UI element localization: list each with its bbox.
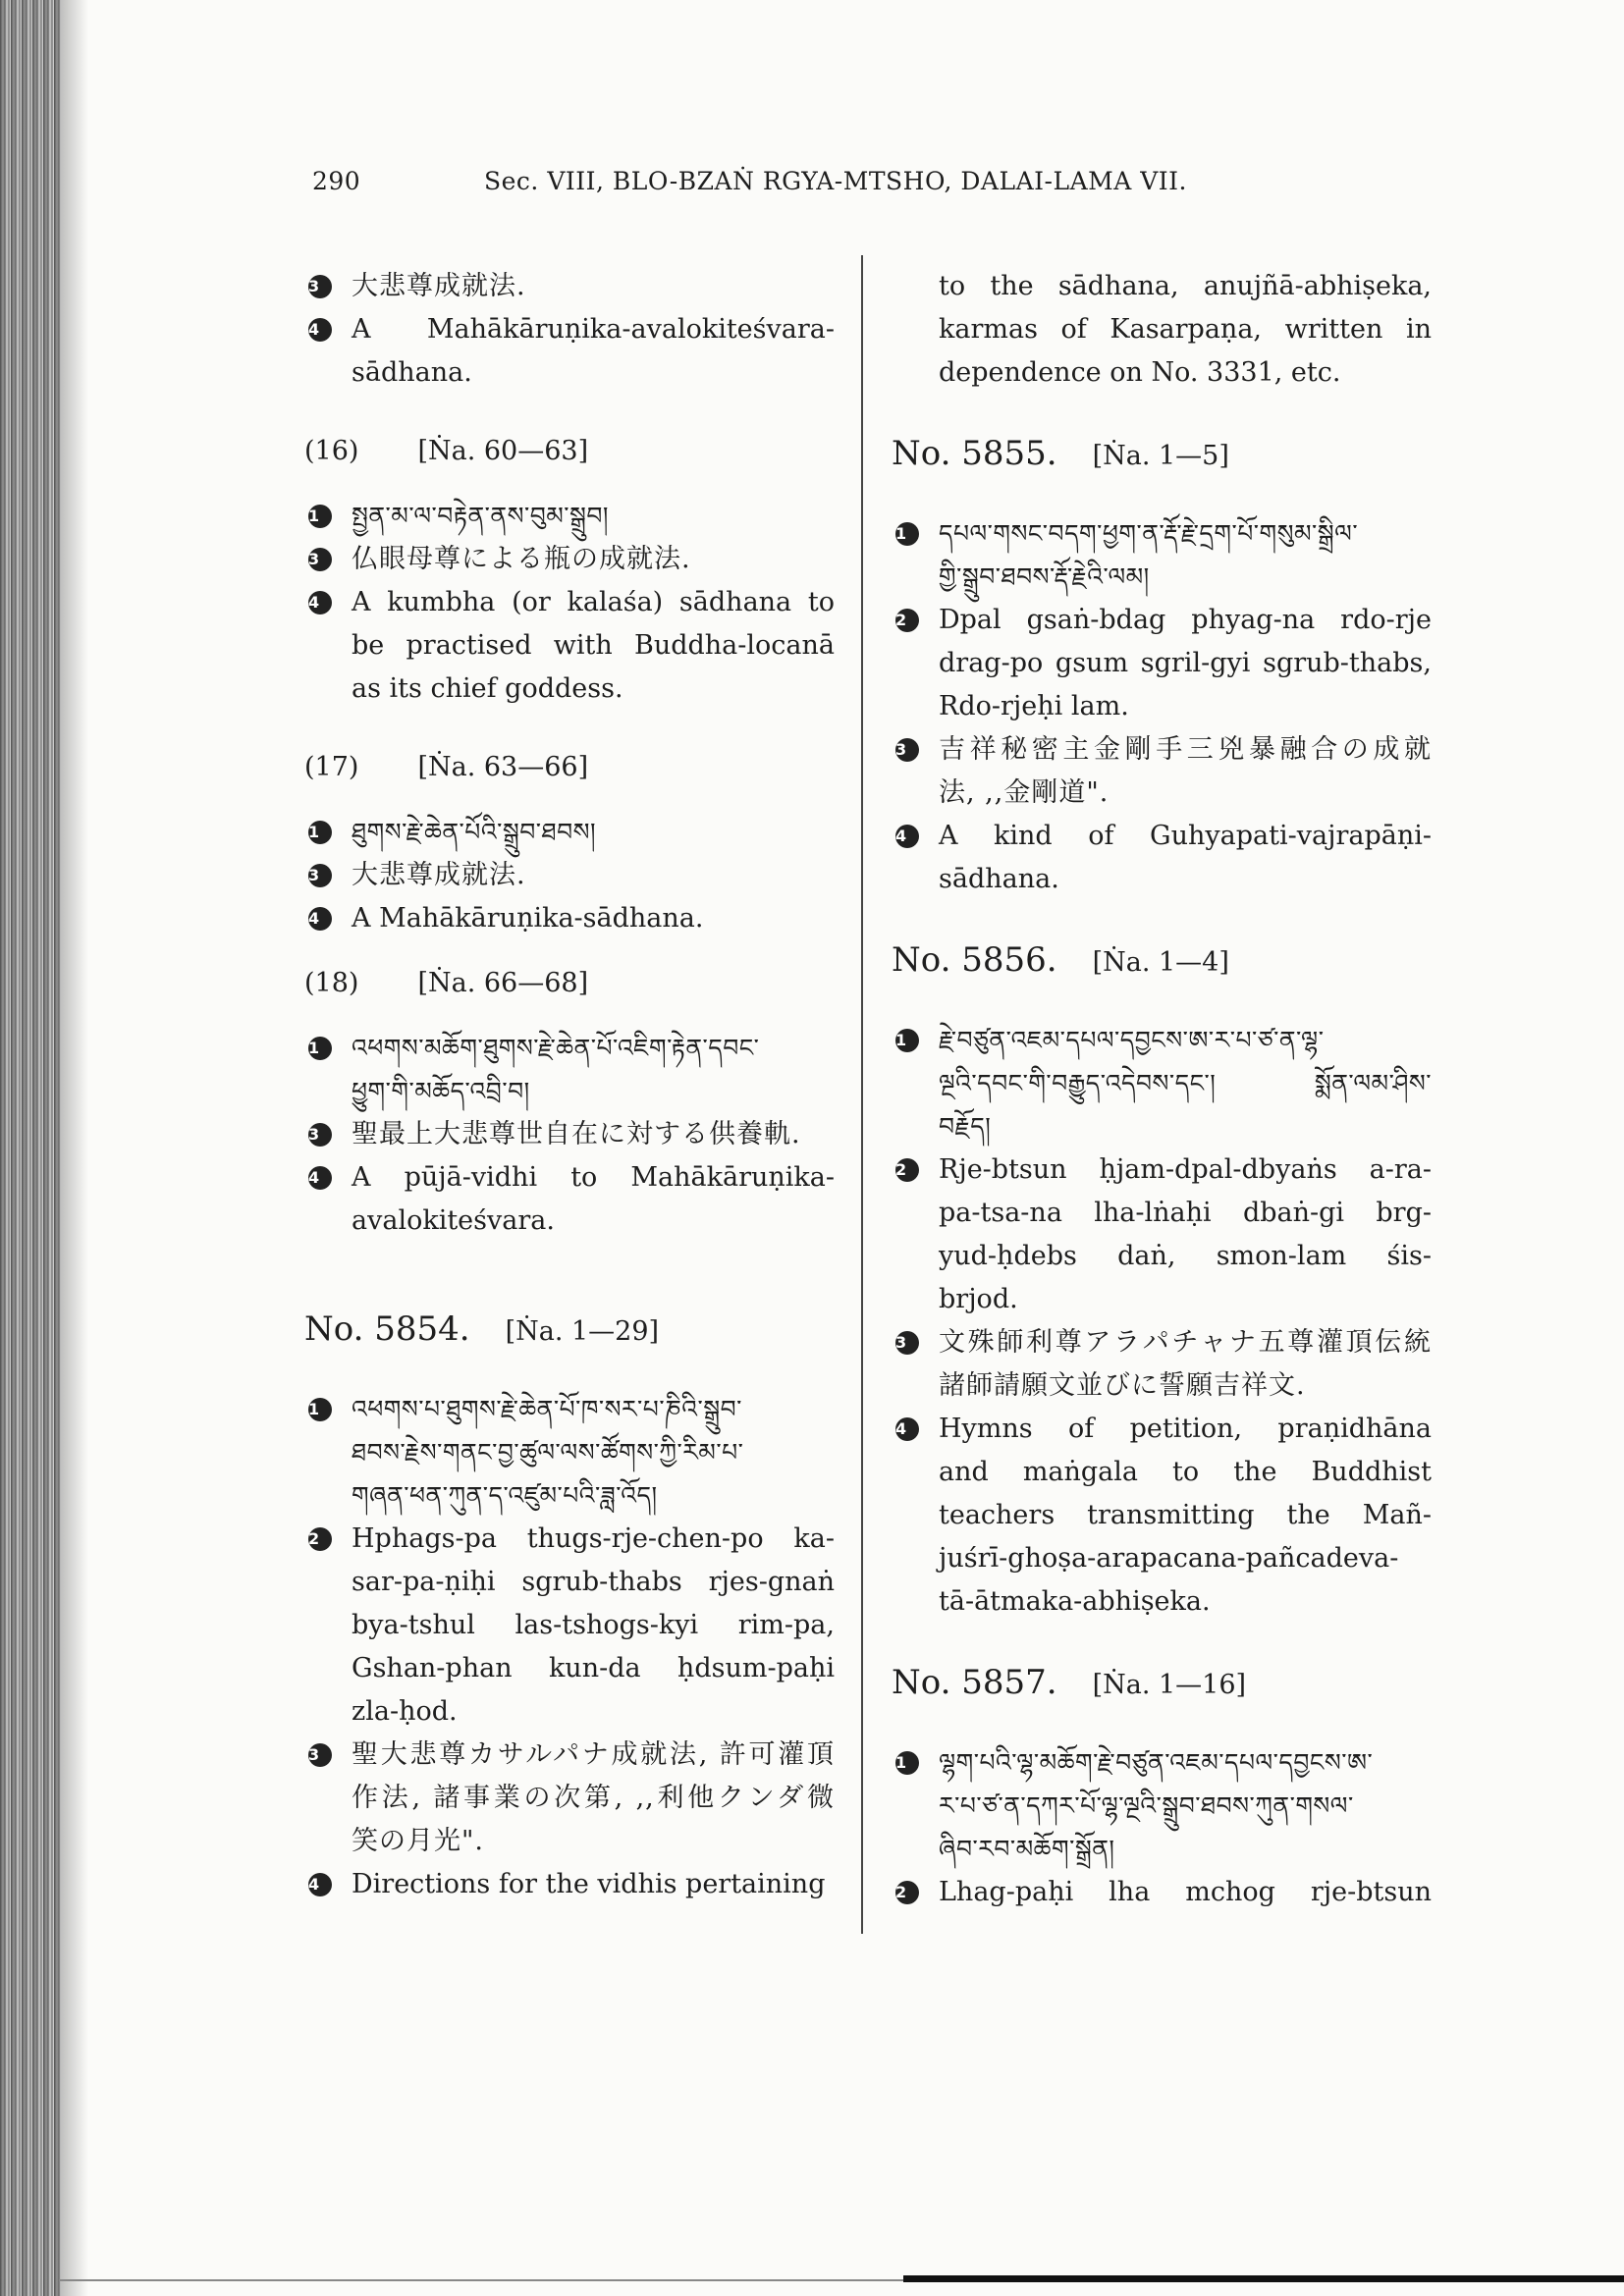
transliteration: pa-tsa-na lha-lṅaḥi dbaṅ-gi brg- bbox=[939, 1198, 1432, 1228]
marker-1: 1 bbox=[308, 1037, 332, 1060]
entry-en-continued: dependence on No. 3331, etc. bbox=[939, 357, 1341, 388]
transliteration: Rdo-rjeḥi lam. bbox=[939, 691, 1129, 721]
tibetan-title: ལྔའི་དབང་གི་བརྒྱུད་འདེབས་དང་། སྨོན་ལམ་ཤིས་ bbox=[939, 1069, 1432, 1097]
entry-en: be practised with Buddha-locanā bbox=[352, 630, 835, 661]
entry-en: avalokiteśvara. bbox=[352, 1205, 555, 1236]
entry-jp: 3 吉祥秘密主金剛手三兇暴融合の成就 bbox=[895, 734, 1432, 765]
marker-2: 2 bbox=[895, 1881, 919, 1904]
left-column bbox=[304, 265, 835, 1906]
entry-jp: 3 大悲尊成就法. bbox=[308, 860, 526, 890]
tibetan-title: 1 ཐུགས་རྗེ་ཆེན་པོའི་སྒྲུབ་ཐབས། bbox=[308, 818, 597, 846]
entry-heading-5857: No. 5857. [Ṅa. 1—16] bbox=[892, 1663, 1247, 1702]
transliteration: bya-tshul las-tshogs-kyi rim-pa, bbox=[352, 1610, 835, 1640]
tibetan-title: གྱི་སྒྲུབ་ཐབས་རྡོ་རྗེའི་ལམ། bbox=[939, 562, 1150, 591]
entry-en: 4 A pūjā-vidhi to Mahākāruṇika- bbox=[308, 1162, 835, 1193]
entry-en: tā-ātmaka-abhiṣeka. bbox=[939, 1586, 1211, 1617]
entry-jp: 3 聖最上大悲尊世自在に対する供養軌. bbox=[308, 1119, 801, 1149]
transliteration: sar-pa-ṇiḥi sgrub-thabs rjes-gnaṅ bbox=[352, 1567, 835, 1597]
entry-jp: 笑の月光". bbox=[352, 1826, 485, 1856]
marker-3: 3 bbox=[308, 275, 332, 298]
marker-3: 3 bbox=[895, 738, 919, 762]
entry-en: sādhana. bbox=[352, 357, 472, 388]
tibetan-title: 1 སྤྱན་མ་ལ་བརྟེན་ནས་བུམ་སྒྲུབ། bbox=[308, 502, 609, 530]
marker-3: 3 bbox=[308, 1743, 332, 1767]
book-spine-shadow bbox=[0, 0, 61, 2296]
entry-en: 4 A kind of Guhyapati-vajrapāṇi- bbox=[895, 821, 1432, 851]
entry-jp: 諸師請願文並びに誓願吉祥文. bbox=[939, 1370, 1306, 1401]
transliteration: 2 Lhag-paḥi lha mchog rje-btsun bbox=[895, 1877, 1432, 1907]
entry-jp: 3 大悲尊成就法. bbox=[308, 271, 526, 301]
marker-3: 3 bbox=[308, 548, 332, 571]
transliteration: 2 Hphags-pa thugs-rje-chen-po ka- bbox=[308, 1523, 835, 1554]
marker-1: 1 bbox=[308, 1398, 332, 1421]
entry-en: 4 A Mahākāruṇika-avalokiteśvara- bbox=[308, 314, 835, 345]
tibetan-title: 1 འཕགས་མཆོག་ཐུགས་རྗེ་ཆེན་པོ་འཇིག་རྟེན་དབང་ bbox=[308, 1034, 760, 1062]
transliteration: drag-po gsum sgril-gyi sgrub-thabs, bbox=[939, 648, 1432, 678]
subsection-heading: (18) [Ṅa. 66—68] bbox=[304, 968, 589, 998]
tibetan-title: 1 རྗེ་བཙུན་འཇམ་དཔལ་དབྱངས་ཨ་ར་པ་ཙ་ན་ལྷ་ bbox=[895, 1026, 1325, 1054]
tibetan-title: བརྗོད། bbox=[939, 1112, 992, 1141]
subsection-heading: (16) [Ṅa. 60—63] bbox=[304, 436, 589, 466]
tibetan-title: ཐབས་རྗེས་གནང་བྱ་ཚུལ་ལས་ཚོགས་ཀྱི་རིམ་པ་ bbox=[352, 1438, 744, 1467]
marker-1: 1 bbox=[895, 522, 919, 546]
tibetan-title: 1 ལྷག་པའི་ལྷ་མཆོག་རྗེ་བཙུན་འཇམ་དཔལ་དབྱངས་ཨ་ bbox=[895, 1748, 1374, 1777]
entry-en: 4 A kumbha (or kalaśa) sādhana to bbox=[308, 587, 835, 617]
right-column bbox=[892, 265, 1432, 1914]
entry-en: 4 Directions for the vidhis pertaining bbox=[308, 1869, 826, 1899]
entry-heading-5856: No. 5856. [Ṅa. 1—4] bbox=[892, 940, 1229, 980]
column-divider bbox=[861, 255, 863, 1934]
page-number: 290 bbox=[312, 167, 361, 195]
marker-1: 1 bbox=[895, 1751, 919, 1775]
marker-4: 4 bbox=[308, 1873, 332, 1896]
transliteration: brjod. bbox=[939, 1284, 1018, 1314]
tibetan-title: ཞིབ་རབ་མཆོག་སྒྲོན། bbox=[939, 1835, 1115, 1863]
tibetan-title: ར་པ་ཙ་ན་དཀར་པོ་ལྷ་ལྔའི་སྒྲུབ་ཐབས་ཀུན་གསལ་ bbox=[939, 1791, 1354, 1820]
running-title: Sec. VIII, BLO-BZAṄ RGYA-MTSHO, DALAI-LAMA VII. bbox=[484, 167, 1187, 195]
transliteration: yud-ḥdebs daṅ, smon-lam śis- bbox=[939, 1241, 1432, 1271]
transliteration: 2 Rje-btsun ḥjam-dpal-dbyaṅs a-ra- bbox=[895, 1154, 1432, 1185]
entry-jp: 3 仏眼母尊による瓶の成就法. bbox=[308, 544, 691, 574]
marker-2: 2 bbox=[895, 609, 919, 632]
entry-en: 4 Hymns of petition, praṇidhāna bbox=[895, 1414, 1432, 1444]
transliteration: zla-ḥod. bbox=[352, 1696, 458, 1727]
entry-en: 4 A Mahākāruṇika-sādhana. bbox=[308, 903, 704, 934]
entry-heading-5855: No. 5855. [Ṅa. 1—5] bbox=[892, 434, 1229, 473]
entry-en: teachers transmitting the Mañ- bbox=[939, 1500, 1432, 1530]
marker-1: 1 bbox=[895, 1029, 919, 1052]
entry-heading-5854: No. 5854. [Ṅa. 1—29] bbox=[304, 1309, 660, 1349]
entry-en-continued: karmas of Kasarpaṇa, written in bbox=[939, 314, 1432, 345]
marker-4: 4 bbox=[895, 825, 919, 848]
tibetan-title: 1 དཔལ་གསང་བདག་ཕྱག་ན་རྡོ་རྗེ་དྲག་པོ་གསུམ་སྒྲིལ་ bbox=[895, 519, 1359, 548]
marker-4: 4 bbox=[308, 1166, 332, 1190]
entry-jp: 3 聖大悲尊カサルパナ成就法, 許可灌頂 bbox=[308, 1739, 835, 1770]
entry-en: as its chief goddess. bbox=[352, 673, 623, 704]
marker-2: 2 bbox=[895, 1158, 919, 1182]
spine-gradient bbox=[61, 0, 88, 2296]
tibetan-title: 1 འཕགས་པ་ཐུགས་རྗེ་ཆེན་པོ་ཁ་སར་པ་ཎིའི་སྒྲུབ་ bbox=[308, 1395, 742, 1423]
tibetan-title: ཕྱུག་གི་མཆོད་འབྲི་བ། bbox=[352, 1077, 530, 1105]
entry-en: and maṅgala to the Buddhist bbox=[939, 1457, 1432, 1487]
transliteration: Gshan-phan kun-da ḥdsum-paḥi bbox=[352, 1653, 835, 1683]
marker-3: 3 bbox=[308, 1123, 332, 1147]
bottom-edge-line bbox=[59, 2279, 903, 2281]
entry-jp: 3 文殊師利尊アラパチャナ五尊灌頂伝統 bbox=[895, 1327, 1432, 1358]
entry-en: sādhana. bbox=[939, 864, 1059, 894]
transliteration: 2 Dpal gsaṅ-bdag phyag-na rdo-rje bbox=[895, 605, 1432, 635]
marker-4: 4 bbox=[895, 1417, 919, 1441]
marker-4: 4 bbox=[308, 591, 332, 614]
bottom-edge-bar bbox=[903, 2275, 1624, 2282]
entry-en: juśrī-ghoṣa-arapacana-pañcadeva- bbox=[939, 1543, 1399, 1574]
marker-4: 4 bbox=[308, 907, 332, 931]
marker-4: 4 bbox=[308, 318, 332, 342]
entry-jp: 作法, 諸事業の次第, ,,利他クンダ微 bbox=[352, 1783, 835, 1813]
marker-2: 2 bbox=[308, 1527, 332, 1551]
entry-en-continued: to the sādhana, anujñā-abhiṣeka, bbox=[939, 271, 1432, 301]
entry-jp: 法, ,,金剛道". bbox=[939, 777, 1110, 808]
subsection-heading: (17) [Ṅa. 63—66] bbox=[304, 752, 589, 782]
marker-1: 1 bbox=[308, 505, 332, 528]
marker-3: 3 bbox=[895, 1331, 919, 1355]
tibetan-title: གཞན་ཕན་ཀུན་ད་འཛུམ་པའི་ཟླ་འོད། bbox=[352, 1481, 658, 1510]
marker-3: 3 bbox=[308, 864, 332, 887]
marker-1: 1 bbox=[308, 821, 332, 844]
